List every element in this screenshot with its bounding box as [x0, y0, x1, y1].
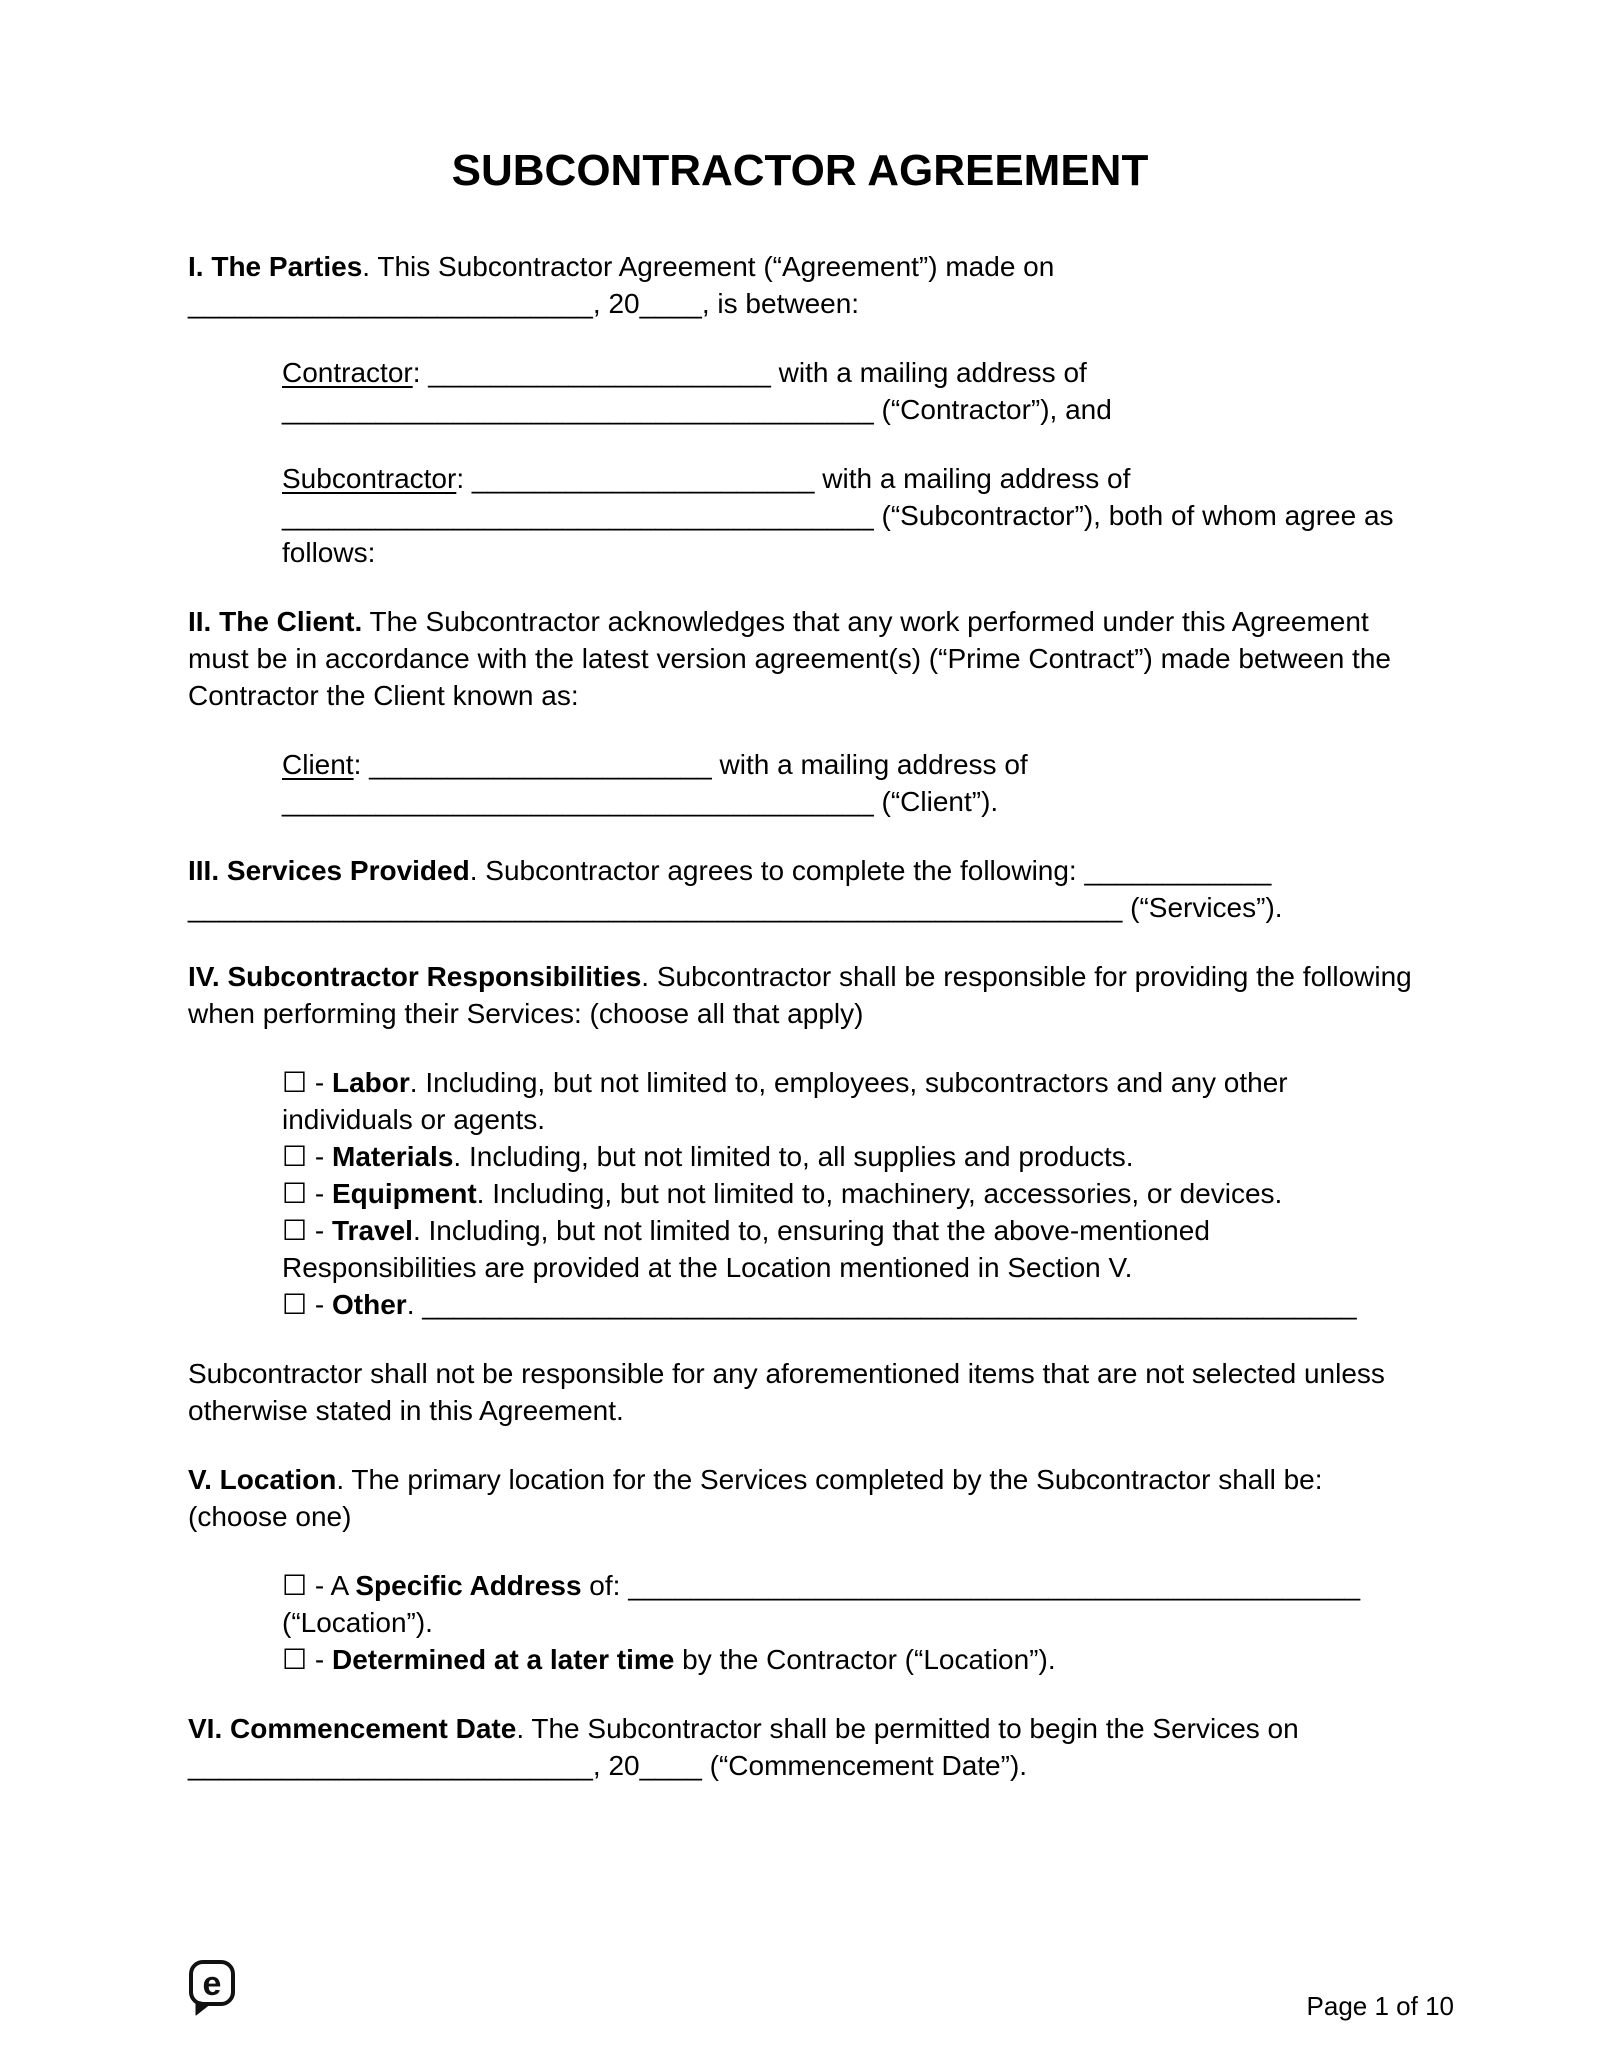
subcontractor-clause	[282, 460, 1412, 571]
section-responsibilities	[188, 958, 1412, 1032]
labor-checkbox[interactable]: ☐	[282, 1065, 308, 1099]
section-responsibilities-body: . Subcontractor shall be responsible for providing the following when performing their Services: (choose all that apply)	[188, 960, 1412, 1029]
location-option-later-time	[282, 1641, 1412, 1678]
equipment-separator: -	[307, 1177, 332, 1209]
travel-checkbox[interactable]: ☐	[282, 1213, 308, 1247]
materials-text: . Including, but not limited to, all supplies and products.	[453, 1140, 1134, 1172]
section-location-heading: V. Location	[188, 1463, 337, 1495]
materials-separator: -	[307, 1140, 332, 1172]
location-options	[282, 1567, 1412, 1678]
responsibility-item-materials	[282, 1138, 1412, 1175]
specific-address-label: Specific Address	[355, 1569, 582, 1601]
travel-text: . Including, but not limited to, ensuring that the above-mentioned Responsibilities are provided at the Location mentioned in Section V.	[282, 1214, 1210, 1283]
section-parties-heading: I. The Parties	[188, 250, 363, 282]
specific-address-separator: - A	[307, 1569, 356, 1601]
location-option-specific-address	[282, 1567, 1412, 1641]
responsibilities-note: Subcontractor shall not be responsible for any aforementioned items that are not selected unless otherwise stated in this Agreement.	[188, 1357, 1385, 1426]
section-parties-body: . This Subcontractor Agreement (“Agreement”) made on __________________________, 20____, is between:	[188, 250, 1055, 319]
responsibility-item-travel	[282, 1212, 1412, 1286]
labor-text: . Including, but not limited to, employees, subcontractors and any other individuals or agents.	[282, 1066, 1288, 1135]
eforms-logo-letter: e	[202, 1965, 222, 2003]
specific-address-text: of: _______________________________________________ (“Location”).	[282, 1569, 1361, 1638]
eforms-logo-graphic	[188, 1959, 236, 2017]
equipment-label: Equipment	[332, 1177, 477, 1209]
travel-separator: -	[307, 1214, 332, 1246]
document-title: SUBCONTRACTOR AGREEMENT	[451, 146, 1149, 195]
later-time-checkbox[interactable]: ☐	[282, 1642, 308, 1676]
section-commencement-heading: VI. Commencement Date	[188, 1712, 517, 1744]
responsibilities-checklist	[282, 1064, 1412, 1323]
travel-label: Travel	[332, 1214, 413, 1246]
section-services-heading: III. Services Provided	[188, 854, 470, 886]
eforms-logo	[188, 1959, 236, 2022]
other-label: Other	[332, 1288, 407, 1320]
responsibility-item-labor	[282, 1064, 1412, 1138]
section-responsibilities-heading: IV. Subcontractor Responsibilities	[188, 960, 642, 992]
contractor-body: : ______________________ with a mailing address of ______________________________________ (“Contractor”), and	[282, 356, 1112, 425]
other-text: . ____________________________________________________________	[406, 1288, 1357, 1320]
section-client-heading: II. The Client.	[188, 605, 363, 637]
labor-label: Labor	[332, 1066, 410, 1098]
section-location	[188, 1461, 1412, 1535]
section-client	[188, 603, 1412, 714]
equipment-text: . Including, but not limited to, machinery, accessories, or devices.	[476, 1177, 1283, 1209]
materials-label: Materials	[332, 1140, 454, 1172]
equipment-checkbox[interactable]: ☐	[282, 1176, 308, 1210]
section-commencement-body: . The Subcontractor shall be permitted to begin the Services on __________________________, 20____ (“Commencement Date”).	[188, 1712, 1299, 1781]
other-checkbox[interactable]: ☐	[282, 1287, 308, 1321]
later-time-label: Determined at a later time	[332, 1643, 675, 1675]
client-label: Client	[282, 748, 354, 780]
subcontractor-body: : ______________________ with a mailing address of ______________________________________ (“Subcontractor”), both of whom agree as follows:	[282, 462, 1394, 568]
responsibility-item-other	[282, 1286, 1412, 1323]
client-clause	[282, 746, 1412, 820]
section-commencement	[188, 1710, 1412, 1784]
subcontractor-label: Subcontractor	[282, 462, 457, 494]
section-location-body: . The primary location for the Services completed by the Subcontractor shall be: (choose one)	[188, 1463, 1323, 1532]
later-time-text: by the Contractor (“Location”).	[674, 1643, 1056, 1675]
contractor-label: Contractor	[282, 356, 413, 388]
page-number: Page 1 of 10	[1306, 1990, 1454, 2021]
contractor-clause	[282, 354, 1412, 428]
section-services-body: . Subcontractor agrees to complete the following: ____________ ____________________________________________________________ (“Services”).	[188, 854, 1283, 923]
section-parties	[188, 248, 1412, 322]
page-footer	[188, 1959, 1454, 2022]
other-separator: -	[307, 1288, 332, 1320]
section-services	[188, 852, 1412, 926]
labor-separator: -	[307, 1066, 332, 1098]
materials-checkbox[interactable]: ☐	[282, 1139, 308, 1173]
specific-address-checkbox[interactable]: ☐	[282, 1568, 308, 1602]
client-body: : ______________________ with a mailing address of ______________________________________ (“Client”).	[282, 748, 1028, 817]
section-client-body: The Subcontractor acknowledges that any work performed under this Agreement must be in accordance with the latest version agreement(s) (“Prime Contract”) made between the Contractor the Client known as:	[188, 605, 1391, 711]
later-time-separator: -	[307, 1643, 332, 1675]
responsibility-item-equipment	[282, 1175, 1412, 1212]
